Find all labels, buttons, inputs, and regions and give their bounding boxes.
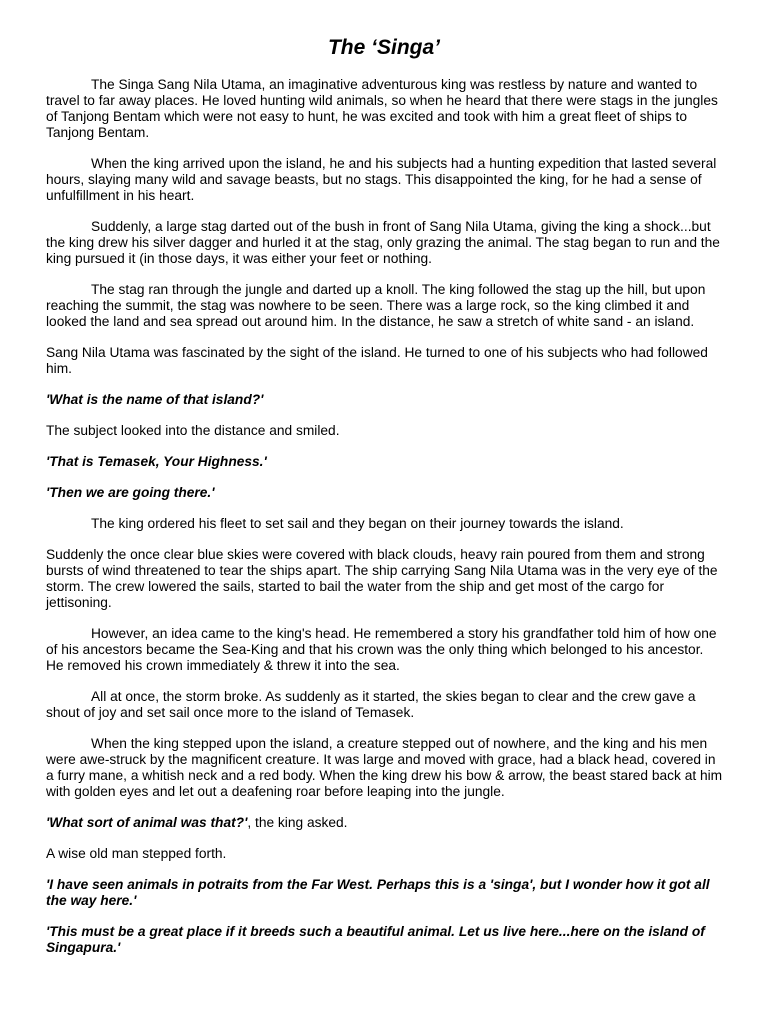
story-paragraph: When the king arrived upon the island, he and his subjects had a hunting expedition that lasted several hours, slaying many wild and savage beasts, but no stags. This disappointed the king, for he had a sense of unfulfillment in his heart. [46,156,717,203]
story-paragraph: Suddenly the once clear blue skies were covered with black clouds, heavy rain poured from them and strong bursts of wind threatened to tear the ships apart. The ship carrying Sang Nila Utama was in the very eye of the storm. The crew lowered the sails, started to bail the water from the ship and get most of the cargo for jettisoning. [46,547,718,610]
story-paragraph: All at once, the storm broke. As suddenly as it started, the skies began to clear and the crew gave a shout of joy and set sail once more to the island of Temasek. [46,689,696,720]
story-paragraph: The subject looked into the distance and smiled. [46,423,340,438]
dialogue-line: 'This must be a great place if it breeds such a beautiful animal. Let us live here...here on the island of Singapura.' [46,924,705,955]
dialogue-line: 'That is Temasek, Your Highness.' [46,454,267,469]
story-body [46,77,723,971]
story-paragraph: A wise old man stepped forth. [46,846,227,861]
story-paragraph: The king ordered his fleet to set sail and they began on their journey towards the island. [91,516,624,531]
story-paragraph-mixed [46,815,723,831]
story-paragraph: Sang Nila Utama was fascinated by the sight of the island. He turned to one of his subjects who had followed him. [46,345,708,376]
dialogue-line: 'What is the name of that island?' [46,392,264,407]
dialogue-line: 'Then we are going there.' [46,485,215,500]
dialogue-line: 'I have seen animals in potraits from the Far West. Perhaps this is a 'singa', but I wonder how it got all the way here.' [46,877,710,908]
story-paragraph: However, an idea came to the king's head. He remembered a story his grandfather told him of how one of his ancestors became the Sea-King and that his crown was the only thing which belonged to his ancestor. He removed his crown immediately & threw it into the sea. [46,626,717,673]
story-title: The ‘Singa’ [327,36,440,59]
dialogue-quote: 'What sort of animal was that?' [46,815,248,830]
story-paragraph: When the king stepped upon the island, a creature stepped out of nowhere, and the king and his men were awe-struck by the magnificent creature. It was large and moved with grace, had a black head, covered in a furry mane, a whitish neck and a red body. When the king drew his bow & arrow, the beast stared back at him with golden eyes and let out a deafening roar before leaping into the jungle. [46,736,723,799]
story-paragraph: The Singa Sang Nila Utama, an imaginative adventurous king was restless by nature and wanted to travel to far away places. He loved hunting wild animals, so when he heard that there were stags in the jungles of Tanjong Bentam which were not easy to hunt, he was excited and took with him a great fleet of ships to Tanjong Bentam. [46,77,718,140]
story-paragraph: Suddenly, a large stag darted out of the bush in front of Sang Nila Utama, giving the king a shock...but the king drew his silver dagger and hurled it at the stag, only grazing the animal. The stag began to run and the king pursued it (in those days, it was either your feet or nothing. [46,219,720,266]
narration-text: , the king asked. [247,815,348,830]
story-paragraph: The stag ran through the jungle and darted up a knoll. The king followed the stag up the hill, but upon reaching the summit, the stag was nowhere to be seen. There was a large rock, so the king climbed it and looked the land and sea spread out around him. In the distance, he saw a stretch of white sand - an island. [46,282,706,329]
